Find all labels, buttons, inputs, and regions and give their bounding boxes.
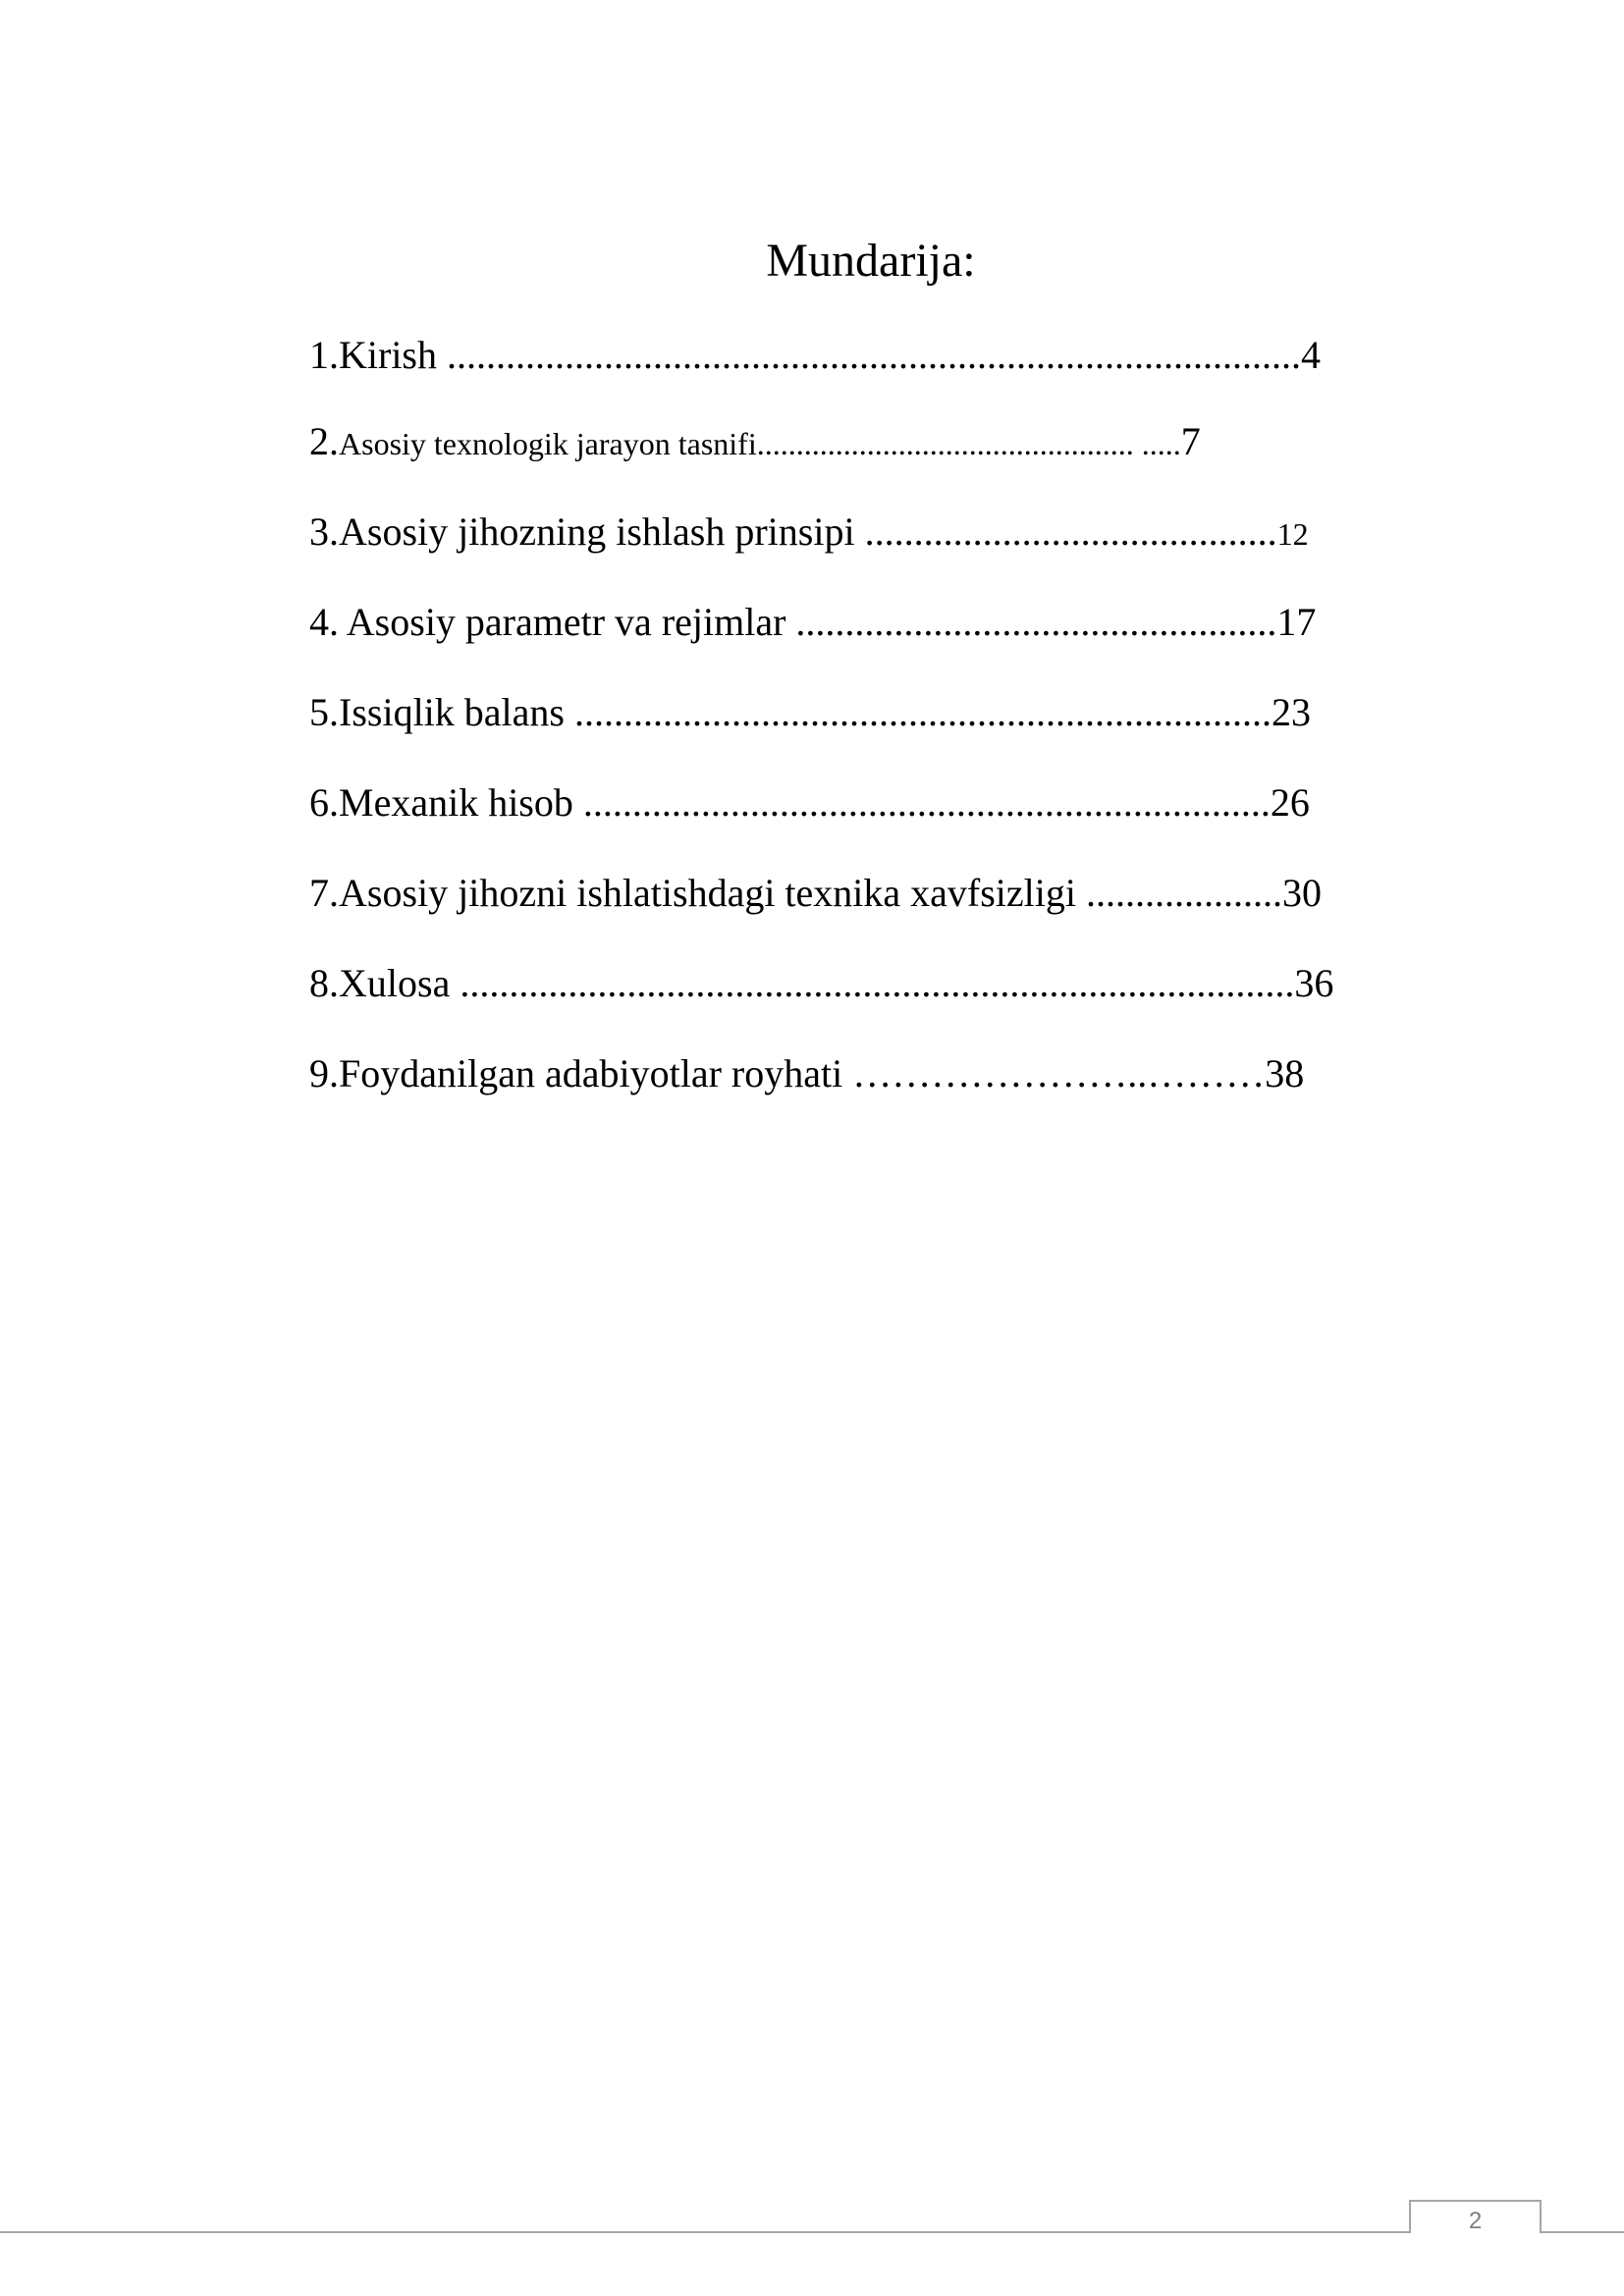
toc-entry-mexanik-hisob[interactable] <box>309 778 1310 828</box>
toc-entry-leader: ..................................................................................... <box>460 961 1295 1005</box>
toc-entry-issiqlik-balans[interactable] <box>309 688 1311 737</box>
toc-entry-number: 5. <box>309 690 339 734</box>
toc-entry-number: 4. <box>309 600 347 644</box>
toc-entry-page: 26 <box>1270 780 1310 825</box>
toc-entry-label: Kirish <box>339 333 447 377</box>
toc-entry-number: 7. <box>309 871 339 915</box>
toc-entry-page: 23 <box>1271 690 1311 734</box>
toc-entry-adabiyotlar[interactable] <box>309 1049 1304 1098</box>
toc-entry-leader: ................................................ ..... <box>756 426 1181 461</box>
toc-entry-xulosa[interactable] <box>309 959 1333 1008</box>
page-title: Mundarija: <box>766 235 976 287</box>
toc-entry-page: 7 <box>1180 419 1201 463</box>
toc-entry-texnika-xavfsizligi[interactable] <box>309 869 1322 918</box>
toc-entry-page: 12 <box>1276 516 1309 552</box>
toc-entry-number: 2. <box>309 419 339 463</box>
toc-entry-number: 1. <box>309 333 339 377</box>
toc-entry-ishlash-prinsipi[interactable] <box>309 507 1309 557</box>
toc-entry-number: 8. <box>309 961 339 1005</box>
toc-entry-asosiy-texnologik-jarayon[interactable] <box>309 417 1201 466</box>
toc-entry-leader: .................... <box>1086 871 1283 915</box>
page-number: 2 <box>1409 2200 1542 2233</box>
footer-divider-left <box>0 2231 1411 2233</box>
toc-entry-leader: ...................................................................... <box>582 780 1271 825</box>
toc-entry-label: Asosiy jihozni ishlatishdagi texnika xavfsizligi <box>339 871 1087 915</box>
toc-entry-label: Xulosa <box>339 961 460 1005</box>
toc-entry-page: 4 <box>1301 333 1321 377</box>
toc-entry-number: 6. <box>309 780 339 825</box>
toc-entry-leader: ....................................................................... <box>573 690 1272 734</box>
footer-divider-right <box>1540 2231 1624 2233</box>
toc-entry-page: 38 <box>1265 1051 1305 1095</box>
toc-entry-number: 9. <box>309 1051 339 1095</box>
toc-entry-label: Foydanilgan adabiyotlar royhati <box>339 1051 853 1095</box>
toc-entry-leader: …………………..……… <box>852 1051 1266 1095</box>
toc-entry-kirish[interactable] <box>309 331 1321 380</box>
toc-entry-label: Asosiy texnologik jarayon tasnifi <box>339 426 757 461</box>
toc-entry-leader: ................................................. <box>795 600 1277 644</box>
toc-entry-leader: .......................................... <box>864 509 1277 554</box>
toc-entry-number: 3. <box>309 509 339 554</box>
toc-entry-label: Mexanik hisob <box>339 780 583 825</box>
toc-entry-page: 17 <box>1276 600 1317 644</box>
toc-entry-label: Asosiy parametr va rejimlar <box>346 600 796 644</box>
toc-entry-page: 30 <box>1282 871 1323 915</box>
toc-entry-label: Asosiy jihozning ishlash prinsipi <box>339 509 865 554</box>
toc-entry-page: 36 <box>1294 961 1334 1005</box>
toc-entry-leader: ....................................................................................... <box>447 333 1301 377</box>
toc-entry-parametr-rejimlar[interactable] <box>309 598 1316 647</box>
toc-entry-label: Issiqlik balans <box>339 690 574 734</box>
